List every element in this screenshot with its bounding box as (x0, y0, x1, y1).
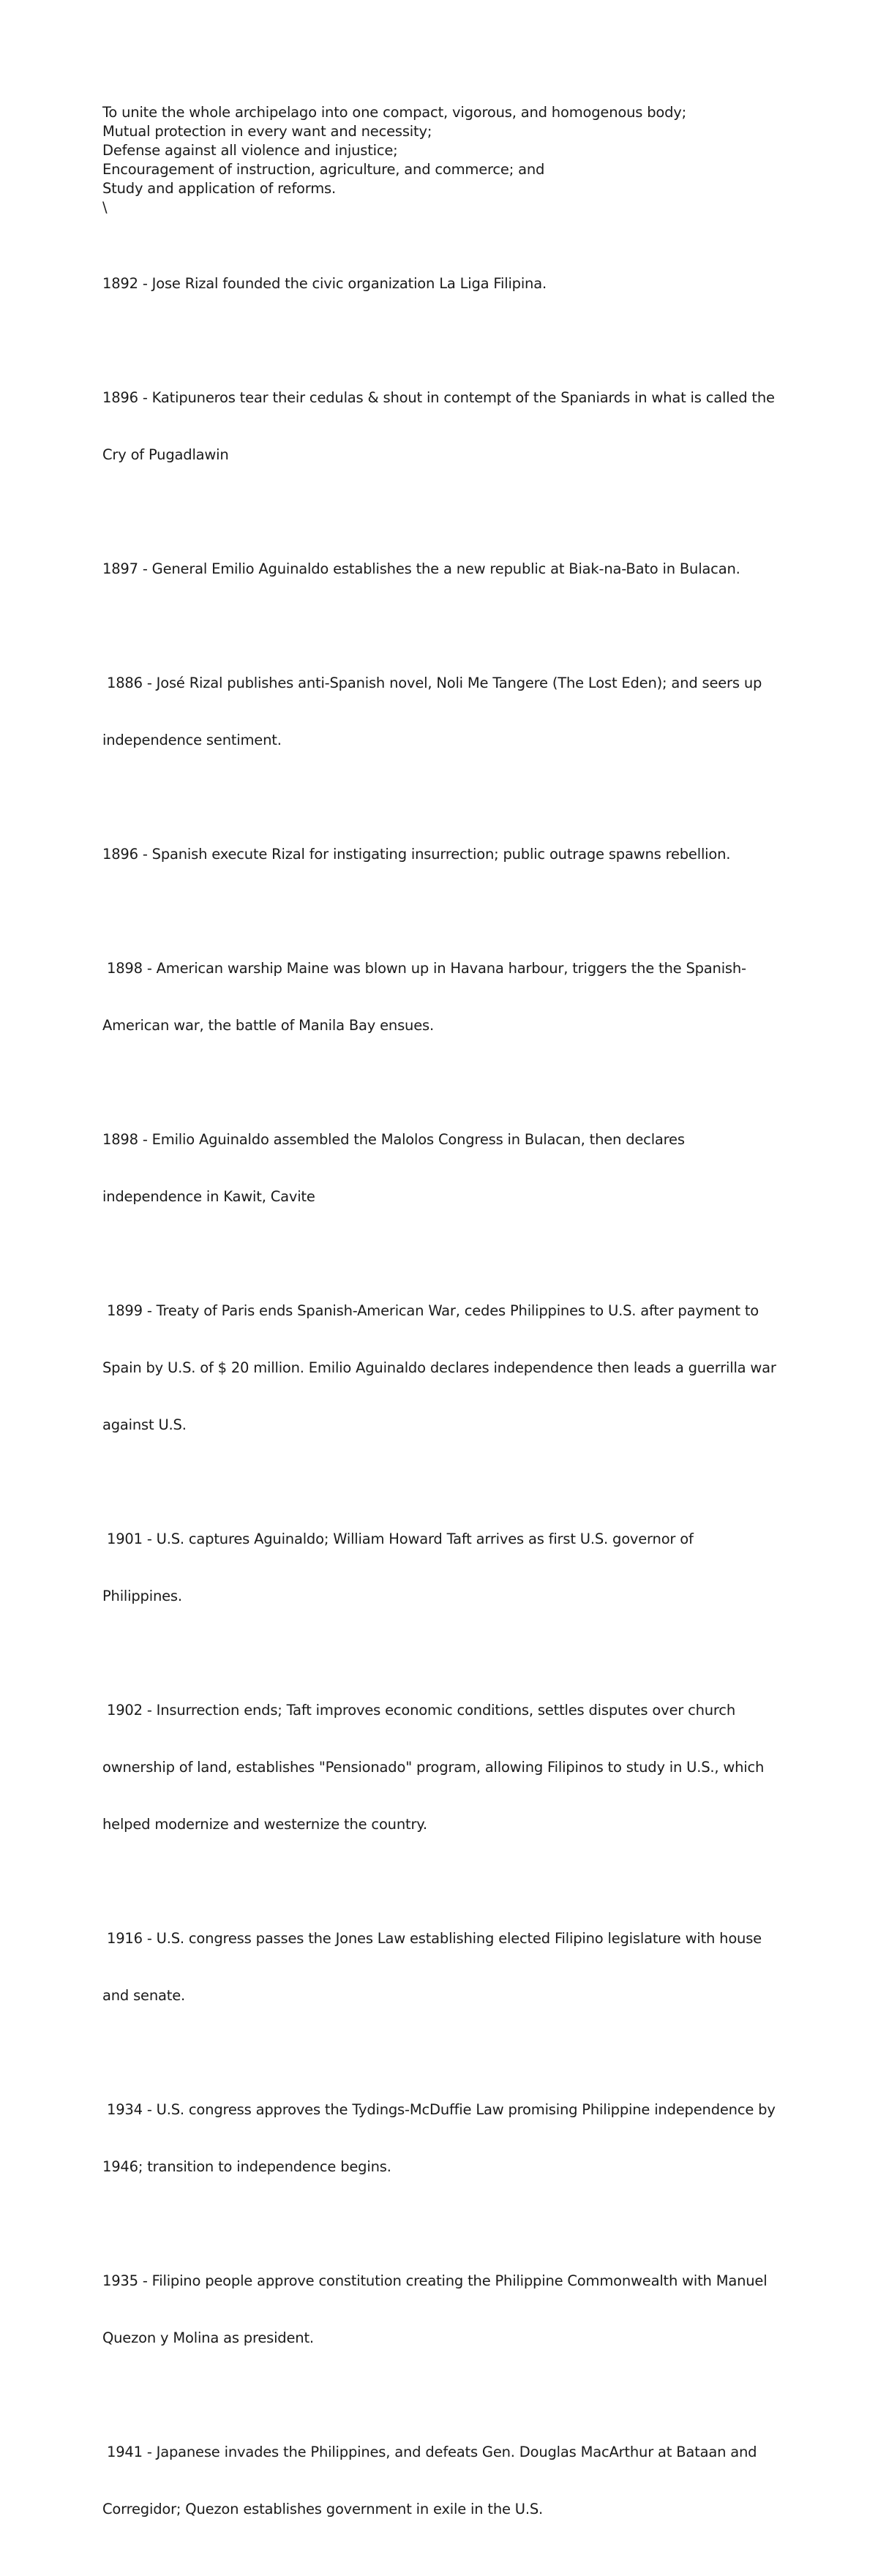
entry-line: 1897 - General Emilio Aguinaldo establishes the a new republic at Biak-na-Bato in Bulacan. (102, 560, 740, 577)
blank-line (102, 217, 783, 236)
timeline-entry (102, 236, 783, 331)
entry-line: independence in Kawit, Cavite (102, 1188, 315, 1205)
entry-line: helped modernize and westernize the country. (102, 1816, 427, 1833)
timeline-entry (102, 1663, 783, 1872)
objective-line: Mutual protection in every want and necessity; (102, 123, 432, 140)
timeline-entry (102, 636, 783, 788)
timeline-entry (102, 2234, 783, 2386)
entry-line: and senate. (102, 1987, 185, 2004)
timeline-entry (102, 1891, 783, 2043)
timeline-entry (102, 2062, 783, 2215)
timeline (102, 236, 783, 2557)
entry-line: 1898 - American warship Maine was blown up in Havana harbour, triggers the the Spanish- (102, 960, 746, 977)
timeline-entry (102, 1263, 783, 1473)
entry-line: Corregidor; Quezon establishes government in exile in the U.S. (102, 2501, 544, 2517)
entry-line: 1886 - José Rizal publishes anti-Spanish novel, Noli Me Tangere (The Lost Eden); and seers up (102, 675, 762, 691)
entry-line: 1901 - U.S. captures Aguinaldo; William Howard Taft arrives as first U.S. governor of (102, 1531, 694, 1547)
document-page (102, 103, 783, 2576)
entry-line: American war, the battle of Manila Bay ensues. (102, 1017, 434, 1034)
objective-line: Encouragement of instruction, agriculture, and commerce; and (102, 161, 545, 178)
entry-line: 1935 - Filipino people approve constitution creating the Philippine Commonwealth with Manuel (102, 2272, 768, 2289)
timeline-entry (102, 1092, 783, 1244)
entry-line: Quezon y Molina as president. (102, 2329, 314, 2346)
entry-line: ownership of land, establishes "Pensionado" program, allowing Filipinos to study in U.S., which (102, 1759, 765, 1776)
entry-line: 1946; transition to independence begins. (102, 2158, 391, 2175)
entry-line: Cry of Pugadlawin (102, 446, 229, 463)
objective-line: To unite the whole archipelago into one compact, vigorous, and homogenous body; (102, 104, 686, 121)
entry-line: 1934 - U.S. congress approves the Tydings-McDuffie Law promising Philippine independence by (102, 2101, 776, 2118)
entry-line: 1896 - Spanish execute Rizal for instigating insurrection; public outrage spawns rebellion. (102, 846, 731, 863)
timeline-entry (102, 921, 783, 1073)
entry-line: 1916 - U.S. congress passes the Jones Law establishing elected Filipino legislature with house (102, 1930, 762, 1947)
timeline-entry (102, 807, 783, 902)
backslash-line: \ (102, 199, 108, 216)
entry-line: 1892 - Jose Rizal founded the civic organization La Liga Filipina. (102, 275, 547, 292)
entry-line: against U.S. (102, 1416, 187, 1433)
timeline-entry (102, 2405, 783, 2557)
entry-line: 1898 - Emilio Aguinaldo assembled the Malolos Congress in Bulacan, then declares (102, 1131, 685, 1148)
objectives-list (102, 103, 783, 217)
entry-line: 1899 - Treaty of Paris ends Spanish-American War, cedes Philippines to U.S. after payment to (102, 1302, 759, 1319)
entry-line: 1896 - Katipuneros tear their cedulas & shout in contempt of the Spaniards in what is called the (102, 389, 775, 406)
timeline-entry (102, 350, 783, 503)
entry-line: Philippines. (102, 1588, 182, 1604)
entry-line: 1902 - Insurrection ends; Taft improves economic conditions, settles disputes over church (102, 1702, 735, 1719)
entry-line: independence sentiment. (102, 732, 282, 748)
timeline-entry (102, 522, 783, 617)
objective-line: Defense against all violence and injustice; (102, 142, 398, 159)
objective-line: Study and application of reforms. (102, 180, 336, 197)
timeline-entry (102, 1492, 783, 1644)
entry-line: 1941 - Japanese invades the Philippines, and defeats Gen. Douglas MacArthur at Bataan and (102, 2444, 757, 2460)
entry-line: Spain by U.S. of $ 20 million. Emilio Aguinaldo declares independence then leads a guerrilla war (102, 1359, 776, 1376)
